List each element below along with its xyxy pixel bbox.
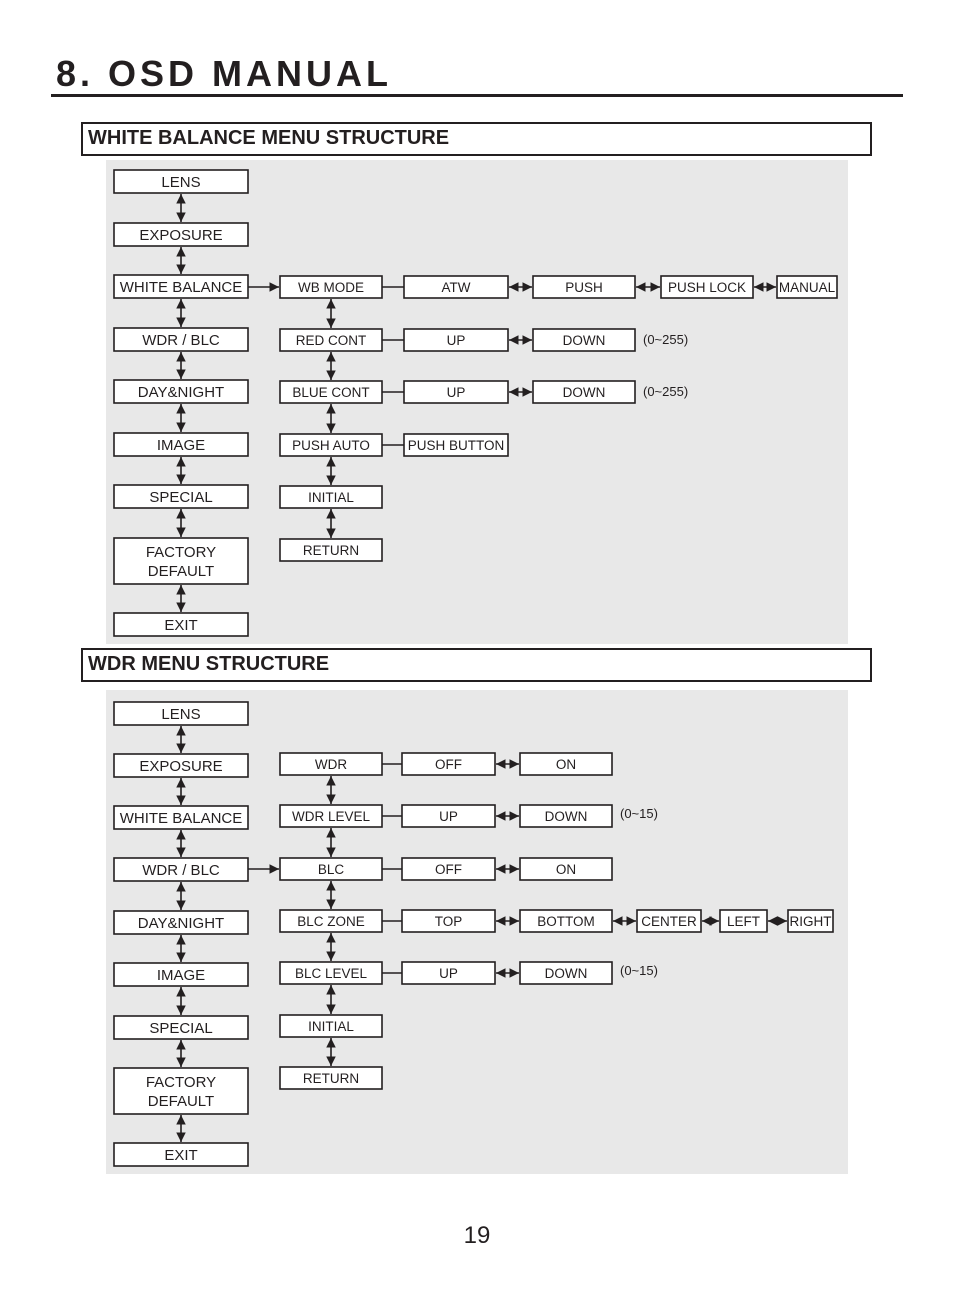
box-label: SPECIAL bbox=[149, 488, 213, 506]
main-menu-item-image bbox=[114, 963, 248, 986]
main-menu-item-image bbox=[114, 433, 248, 456]
option-up bbox=[404, 329, 508, 351]
range-note: (0~15) bbox=[620, 963, 658, 978]
option-up bbox=[402, 805, 495, 827]
submenu-item-return bbox=[280, 539, 382, 561]
submenu-item-initial bbox=[280, 486, 382, 508]
box-label: DOWN bbox=[562, 384, 606, 400]
box-label: DAY&NIGHT bbox=[137, 383, 225, 401]
wdr-diagram-panel bbox=[106, 690, 848, 1174]
main-menu-item-wdr-blc bbox=[114, 858, 248, 881]
box-label: BLC LEVEL bbox=[294, 965, 368, 981]
main-menu-item-exposure bbox=[114, 754, 248, 777]
box-label: PUSH AUTO bbox=[292, 437, 370, 453]
box-label: RIGHT bbox=[789, 913, 832, 929]
box-label: WDR bbox=[314, 756, 348, 772]
main-menu-item-white-balance bbox=[114, 806, 248, 829]
box-label: LENS bbox=[161, 705, 201, 723]
submenu-item-blc bbox=[280, 858, 382, 880]
submenu-item-wdr-level bbox=[280, 805, 382, 827]
box-label: EXIT bbox=[164, 1146, 198, 1164]
submenu-item-wb-mode bbox=[280, 276, 382, 298]
main-menu-item-special bbox=[114, 485, 248, 508]
box-label: UP bbox=[446, 384, 466, 400]
submenu-item-push-auto bbox=[280, 434, 382, 456]
option-push bbox=[533, 276, 635, 298]
option-down bbox=[520, 805, 612, 827]
box-label: RETURN bbox=[302, 1070, 360, 1086]
box-label: INITIAL bbox=[308, 1018, 354, 1034]
option-off bbox=[402, 858, 495, 880]
main-menu-item-white-balance bbox=[114, 275, 248, 298]
option-bottom bbox=[520, 910, 612, 932]
box-label: SPECIAL bbox=[149, 1019, 213, 1037]
option-push-button bbox=[404, 434, 508, 456]
title-rule bbox=[51, 94, 903, 97]
main-menu-item-exposure bbox=[114, 223, 248, 246]
box-label: EXPOSURE bbox=[139, 757, 223, 775]
box-label: PUSH bbox=[565, 279, 603, 295]
submenu-item-return bbox=[280, 1067, 382, 1089]
box-label: INITIAL bbox=[308, 489, 354, 505]
submenu-item-red-cont bbox=[280, 329, 382, 351]
option-right bbox=[788, 910, 833, 932]
range-note: (0~15) bbox=[620, 806, 658, 821]
range-note: (0~255) bbox=[643, 384, 689, 399]
box-label: EXPOSURE bbox=[139, 226, 223, 244]
box-label: FACTORY bbox=[145, 543, 217, 561]
box-label: TOP bbox=[434, 913, 463, 929]
main-menu-item-exit bbox=[114, 613, 248, 636]
option-on bbox=[520, 753, 612, 775]
box-label: WDR LEVEL bbox=[291, 808, 371, 824]
box-label: DAY&NIGHT bbox=[137, 914, 225, 932]
main-menu-item-exit bbox=[114, 1143, 248, 1166]
option-off bbox=[402, 753, 495, 775]
main-menu-item-wdr-blc bbox=[114, 328, 248, 351]
box-label: ATW bbox=[441, 279, 471, 295]
box-label: OFF bbox=[435, 756, 462, 772]
box-label: CENTER bbox=[641, 913, 697, 929]
box-label: WDR / BLC bbox=[142, 861, 220, 879]
box-label: IMAGE bbox=[156, 436, 206, 454]
box-label: UP bbox=[446, 332, 466, 348]
box-label: WHITE BALANCE bbox=[119, 278, 243, 296]
main-menu-item-factory-default bbox=[114, 1068, 248, 1114]
option-atw bbox=[404, 276, 508, 298]
box-label: ON bbox=[555, 756, 577, 772]
section-title: WHITE BALANCE MENU STRUCTURE bbox=[88, 127, 450, 149]
section-title: WDR MENU STRUCTURE bbox=[88, 653, 330, 675]
box-label: BLC bbox=[317, 861, 345, 877]
submenu-item-initial bbox=[280, 1015, 382, 1037]
box-label: WDR / BLC bbox=[142, 331, 220, 349]
box-label: UP bbox=[439, 965, 458, 981]
option-down bbox=[520, 962, 612, 984]
box-label: EXIT bbox=[164, 616, 198, 634]
box-label: LENS bbox=[161, 173, 201, 191]
box-label: PUSH BUTTON bbox=[407, 437, 505, 453]
box-label: DOWN bbox=[544, 965, 588, 981]
box-label: PUSH LOCK bbox=[667, 279, 747, 295]
main-menu-item-factory-default bbox=[114, 538, 248, 584]
box-label: RETURN bbox=[302, 542, 360, 558]
box-label: UP bbox=[439, 808, 458, 824]
box-label: ON bbox=[555, 861, 577, 877]
box-label: BLC ZONE bbox=[297, 913, 365, 929]
box-label: LEFT bbox=[726, 913, 761, 929]
white-balance-menu-diagram bbox=[106, 160, 848, 644]
main-menu-item-day-night bbox=[114, 911, 248, 934]
box-label: WB MODE bbox=[298, 279, 364, 295]
main-menu-item-lens bbox=[114, 170, 248, 193]
box-label: RED CONT bbox=[295, 332, 367, 348]
option-down bbox=[533, 329, 635, 351]
option-down bbox=[533, 381, 635, 403]
box-label: OFF bbox=[435, 861, 462, 877]
option-center bbox=[637, 910, 701, 932]
submenu-item-blc-level bbox=[280, 962, 382, 984]
box-label: FACTORY bbox=[145, 1073, 217, 1091]
page-title: 8. OSD MANUAL bbox=[56, 53, 393, 94]
section-header-wdr bbox=[81, 648, 872, 682]
box-label: DOWN bbox=[562, 332, 606, 348]
box-label: MANUAL bbox=[778, 279, 836, 295]
main-menu-item-special bbox=[114, 1016, 248, 1039]
option-left bbox=[720, 910, 767, 932]
option-push-lock bbox=[661, 276, 753, 298]
option-up bbox=[404, 381, 508, 403]
box-label: DEFAULT bbox=[147, 562, 215, 580]
option-on bbox=[520, 858, 612, 880]
range-note: (0~255) bbox=[643, 332, 689, 347]
page-number: 19 bbox=[463, 1222, 491, 1249]
white-balance-diagram-panel bbox=[106, 160, 848, 644]
main-menu-item-lens bbox=[114, 702, 248, 725]
box-label: IMAGE bbox=[156, 966, 206, 984]
box-label: DOWN bbox=[544, 808, 588, 824]
option-up bbox=[402, 962, 495, 984]
submenu-item-blue-cont bbox=[280, 381, 382, 403]
wdr-menu-diagram bbox=[106, 690, 848, 1174]
main-menu-item-day-night bbox=[114, 380, 248, 403]
submenu-item-blc-zone bbox=[280, 910, 382, 932]
box-label: BLUE CONT bbox=[292, 384, 370, 400]
box-label: WHITE BALANCE bbox=[119, 809, 243, 827]
option-manual bbox=[777, 276, 837, 298]
box-label: BOTTOM bbox=[537, 913, 595, 929]
option-top bbox=[402, 910, 495, 932]
box-label: DEFAULT bbox=[147, 1092, 215, 1110]
submenu-item-wdr bbox=[280, 753, 382, 775]
section-header-white-balance bbox=[81, 122, 872, 156]
